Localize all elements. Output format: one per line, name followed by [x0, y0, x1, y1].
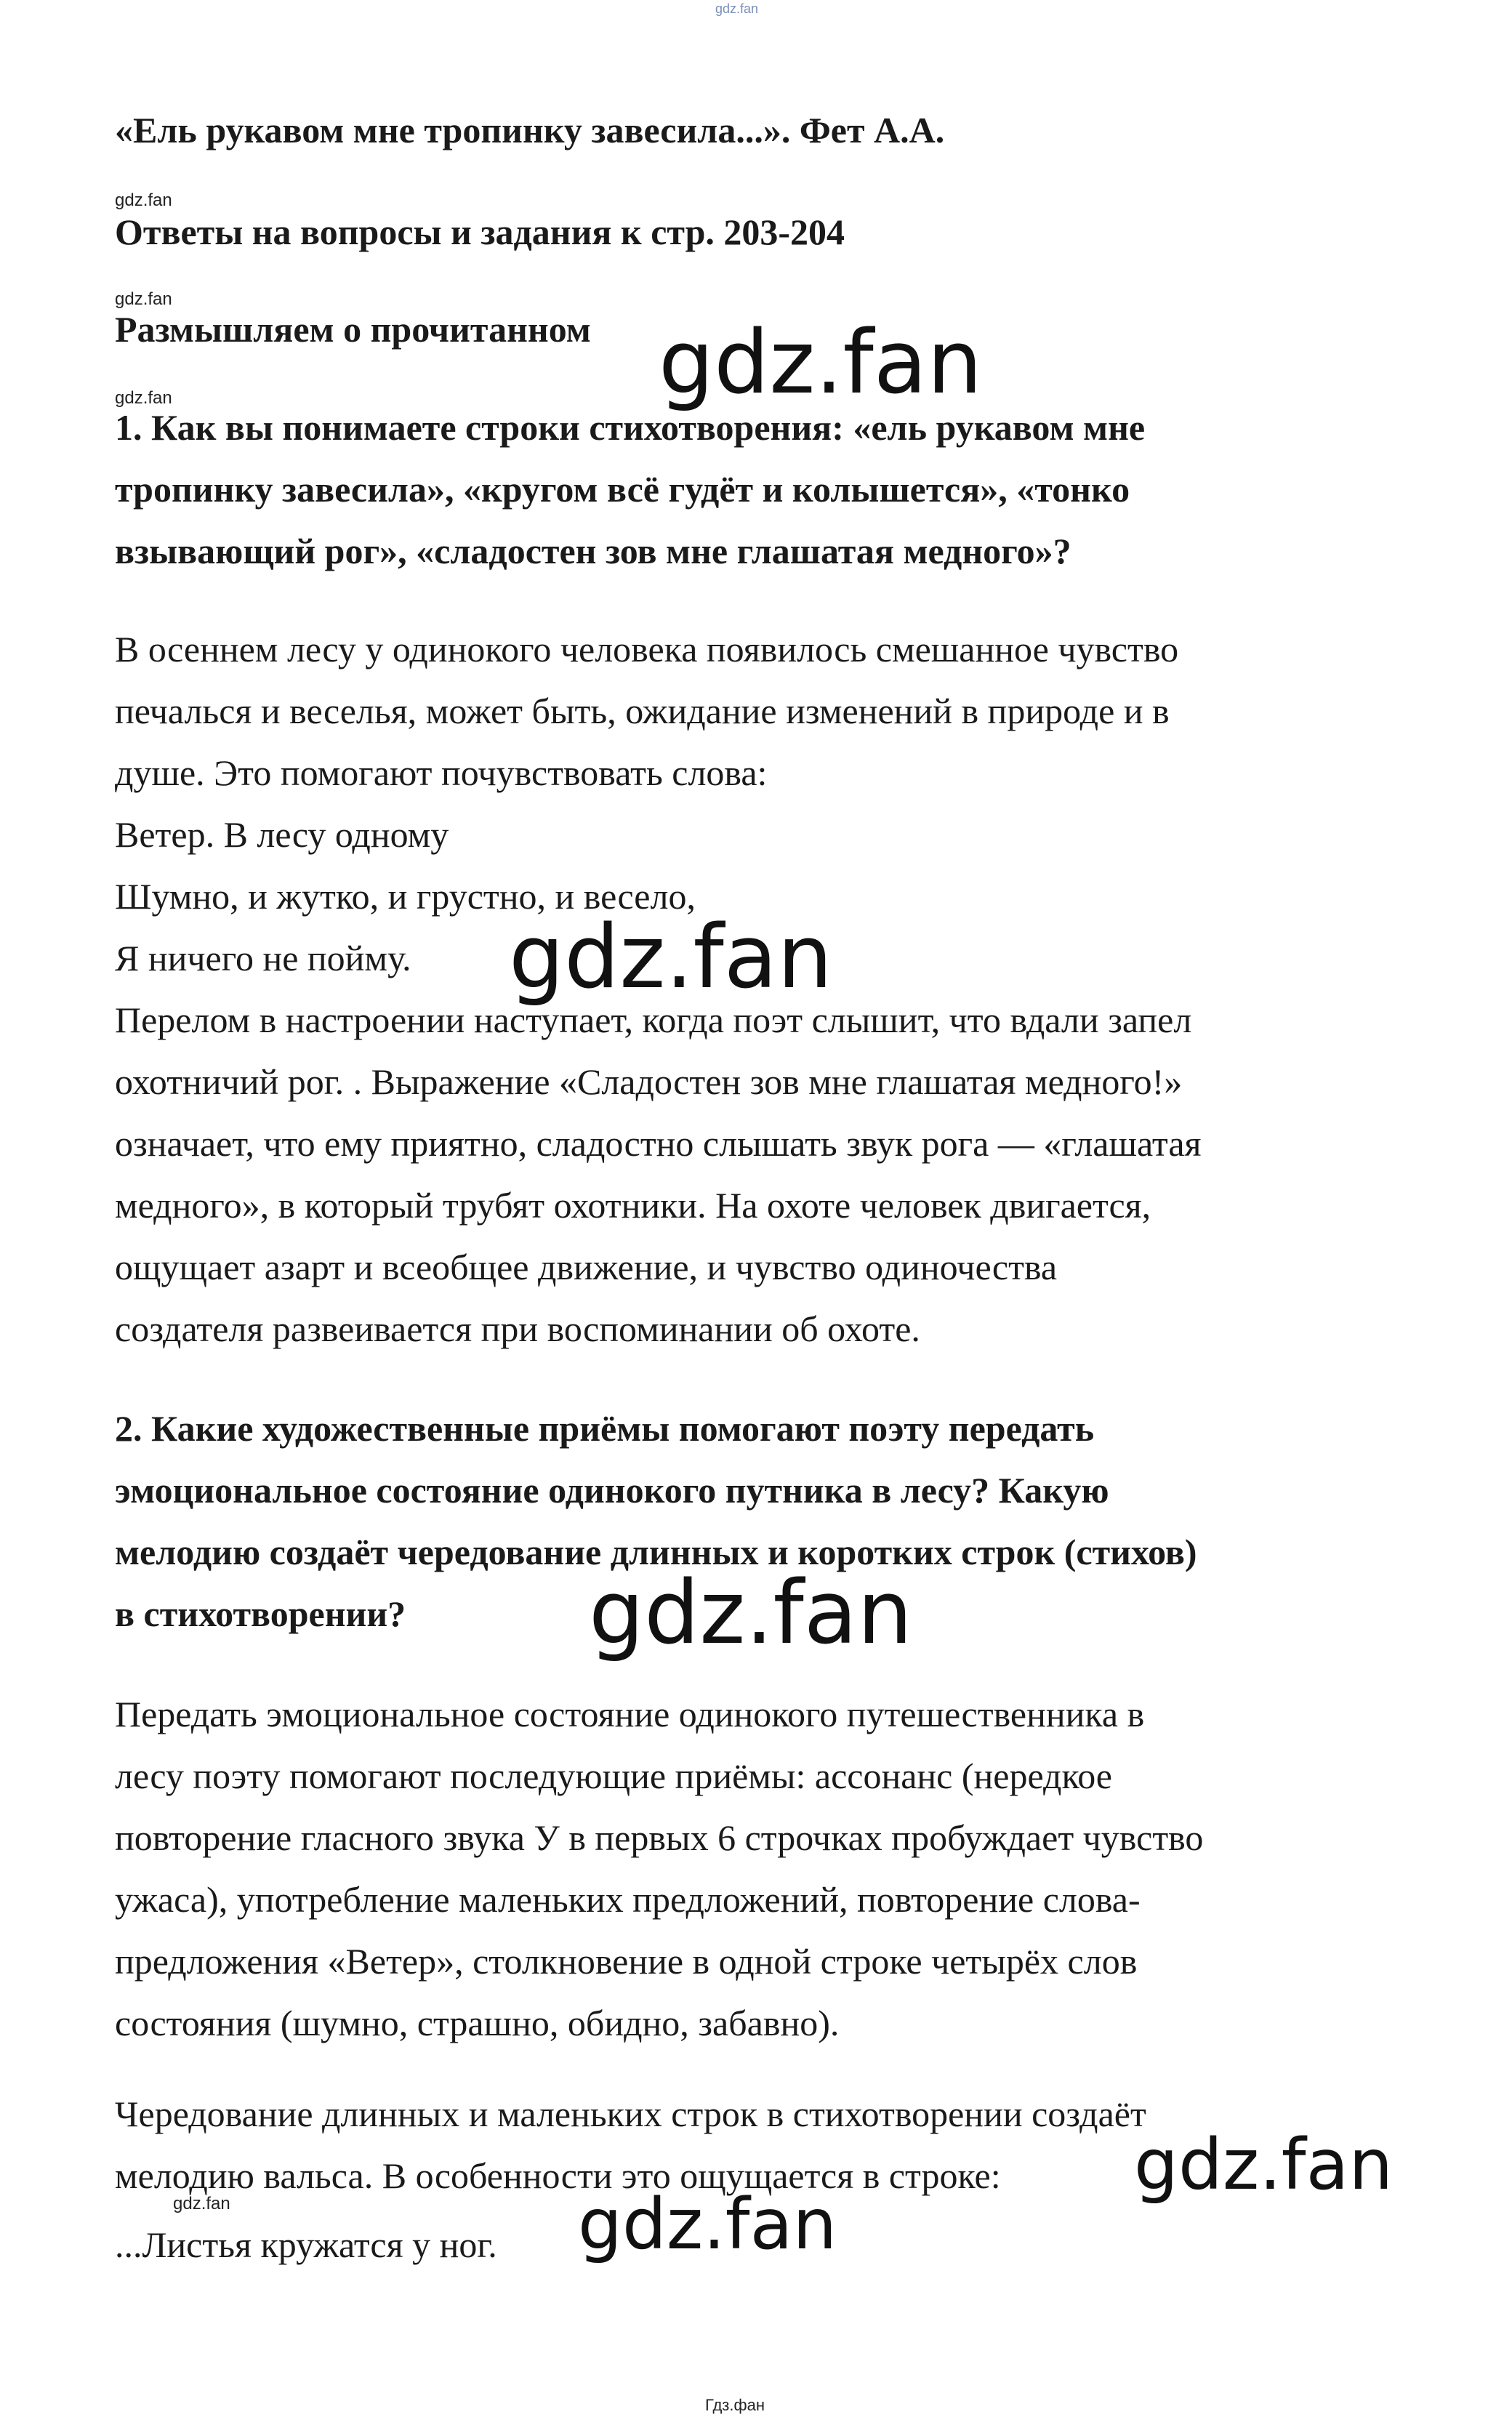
answer-line: печалься и веселья, может быть, ожидание изменений в природе и в [115, 691, 1170, 731]
small-watermark: gdz.fan [115, 190, 172, 210]
answer-line: Чередование длинных и маленьких строк в стихотворении создаёт [115, 2094, 1146, 2134]
footer-label: Гдз.фан [705, 2396, 765, 2414]
big-watermark: gdz.fan [509, 907, 833, 1008]
big-watermark: gdz.fan [659, 313, 983, 414]
answer-line: состояния (шумно, страшно, обидно, забавно). [115, 2003, 840, 2043]
big-watermark: gdz.fan [589, 1563, 913, 1664]
page-subtitle: Ответы на вопросы и задания к стр. 203-204 [115, 212, 845, 252]
small-watermark: gdz.fan [173, 2194, 230, 2213]
answer-line: создателя развеивается при воспоминании об охоте. [115, 1308, 920, 1349]
answer-line: охотничий рог. . Выражение «Сладостен зов мне глашатая медного!» [115, 1061, 1183, 1102]
question-line: взывающий рог», «сладостен зов мне глашатая медного»? [115, 531, 1071, 571]
question-line: эмоциональное состояние одинокого путника в лесу? Какую [115, 1470, 1109, 1511]
answer-line: лесу поэту помогают последующие приёмы: ассонанс (нередкое [115, 1756, 1112, 1796]
poem-line: Я ничего не пойму. [115, 938, 411, 978]
big-watermark: gdz.fan [1134, 2124, 1394, 2205]
poem-line: Ветер. В лесу одному [115, 814, 449, 855]
answer-line: В осеннем лесу у одинокого человека появилось смешанное чувство [115, 629, 1179, 669]
answer-line: предложения «Ветер», столкновение в одной строке четырёх слов [115, 1941, 1138, 1982]
small-watermark: gdz.fan [115, 289, 172, 309]
poem-line: ...Листья кружатся у ног. [115, 2224, 497, 2265]
small-watermark: gdz.fan [115, 388, 172, 408]
answer-line: повторение гласного звука У в первых 6 строчках пробуждает чувство [115, 1817, 1204, 1858]
question-line: 1. Как вы понимаете строки стихотворения: «ель рукавом мне [115, 407, 1146, 448]
question-line: тропинку завесила», «кругом всё гудёт и колышется», «тонко [115, 469, 1130, 510]
top-watermark: gdz.fan [715, 1, 759, 16]
answer-line: мелодию вальса. В особенности это ощущается в строке: [115, 2155, 1001, 2196]
answer-line: медного», в который трубят охотники. На охоте человек двигается, [115, 1185, 1151, 1226]
question-line: мелодию создаёт чередование длинных и коротких строк (стихов) [115, 1532, 1197, 1572]
answer-line: означает, что ему приятно, сладостно слышать звук рога — «глашатая [115, 1123, 1202, 1164]
section-heading: Размышляем о прочитанном [115, 309, 591, 350]
question-line: 2. Какие художественные приёмы помогают поэту передать [115, 1408, 1095, 1449]
poem-line: Шумно, и жутко, и грустно, и весело, [115, 876, 696, 917]
answer-line: Перелом в настроении наступает, когда поэт слышит, что вдали запел [115, 1000, 1192, 1040]
page-title: «Ель рукавом мне тропинку завесила...». Фет А.А. [115, 110, 945, 150]
question-line: в стихотворении? [115, 1593, 406, 1634]
answer-line: душе. Это помогают почувствовать слова: [115, 752, 768, 793]
answer-line: Передать эмоциональное состояние одинокого путешественника в [115, 1694, 1145, 1734]
answer-line: ощущает азарт и всеобщее движение, и чувство одиночества [115, 1247, 1058, 1287]
answer-line: ужаса), употребление маленьких предложений, повторение слова- [115, 1879, 1141, 1920]
big-watermark: gdz.fan [578, 2184, 837, 2265]
